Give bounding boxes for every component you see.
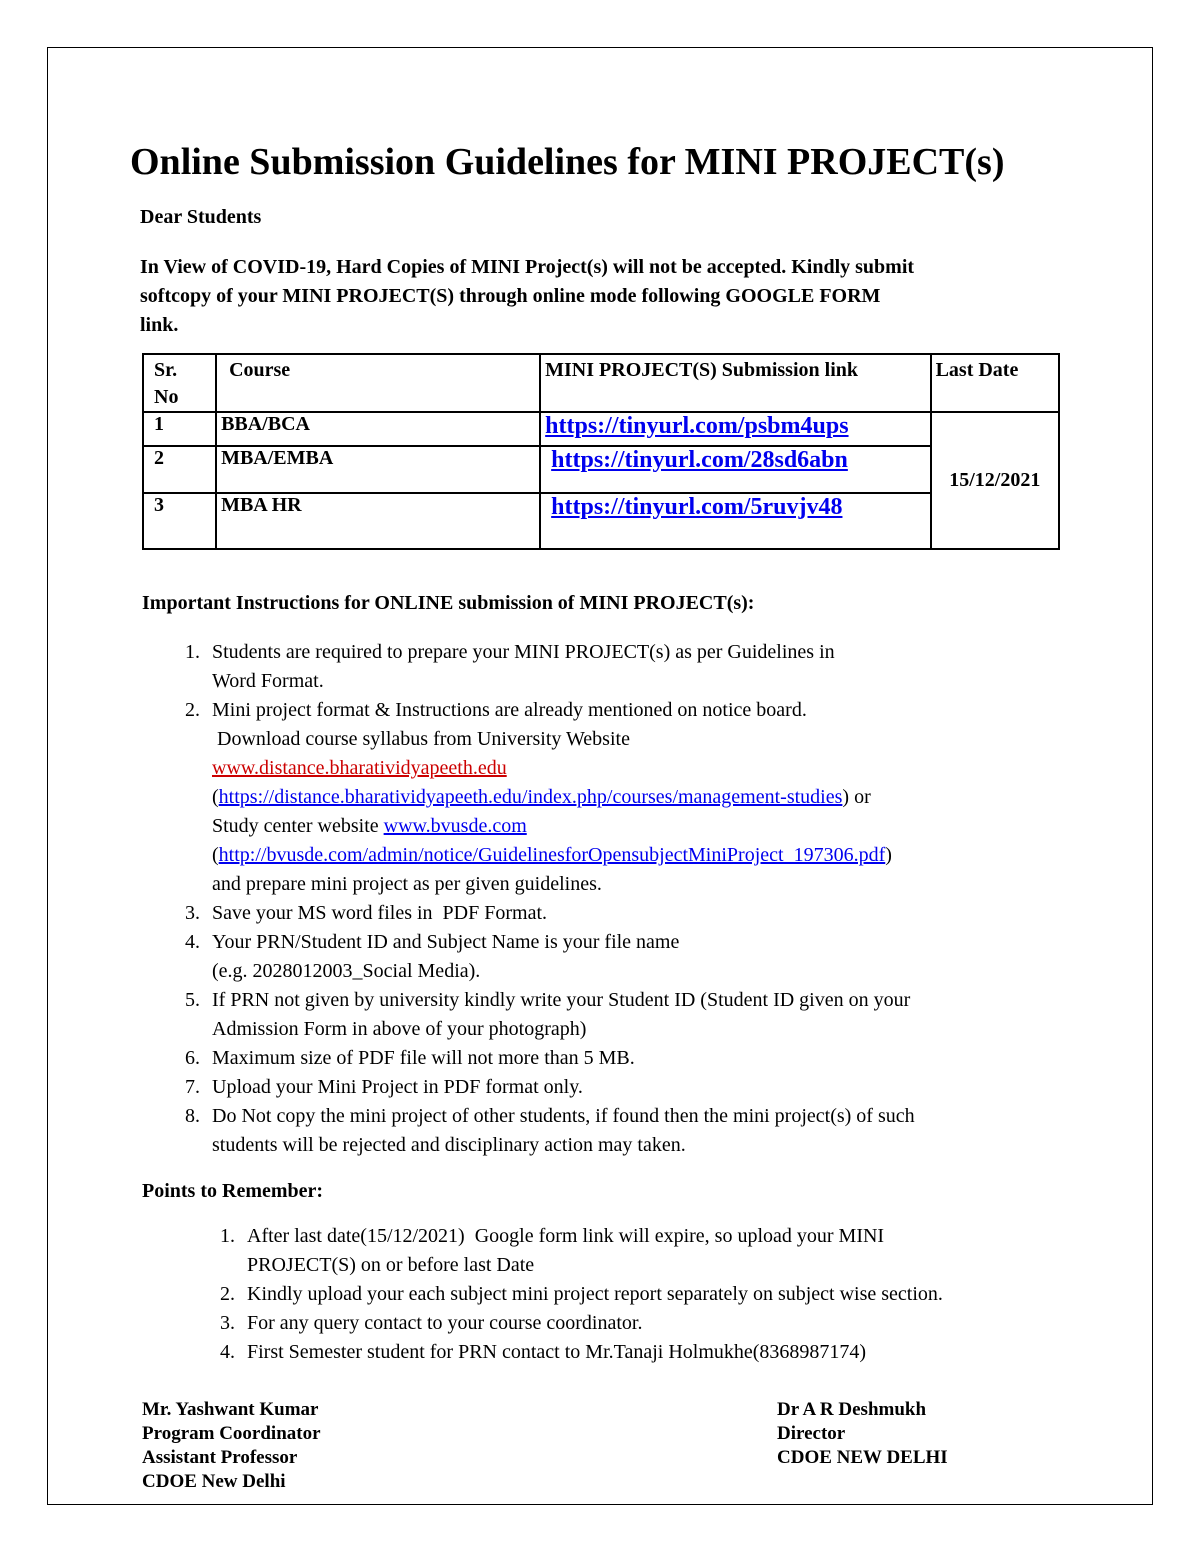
- cell-link: [540, 446, 930, 493]
- management-studies-link[interactable]: https://distance.bharatividyapeeth.edu/index.php/courses/management-studies: [218, 786, 843, 808]
- university-website-link[interactable]: www.distance.bharatividyapeeth.edu: [212, 757, 507, 779]
- list-item: 4. Your PRN/Student ID and Subject Name is your file name (e.g. 2028012003_Social Media).: [185, 931, 680, 982]
- list-item: 2. Kindly upload your each subject mini project report separately on subject wise section.: [220, 1283, 943, 1305]
- header-last-date: Last Date: [931, 354, 1059, 412]
- header-sr-no: Sr. No: [143, 354, 216, 412]
- list-item: 1. After last date(15/12/2021) Google form link will expire, so upload your MINI PROJECT(S) on or before last Date: [220, 1225, 885, 1276]
- cell-link: [540, 412, 930, 446]
- table-header-row: [143, 354, 1059, 412]
- table-row: [143, 446, 1059, 493]
- list-item: 7. Upload your Mini Project in PDF format only.: [185, 1076, 583, 1098]
- list-item: 8. Do Not copy the mini project of other students, if found then the mini project(s) of such students will be rejected and disciplinary action may taken.: [185, 1105, 915, 1156]
- bvusde-website-link[interactable]: www.bvusde.com: [383, 815, 527, 837]
- list-item: 6. Maximum size of PDF file will not more than 5 MB.: [185, 1047, 635, 1069]
- cell-course: MBA/EMBA: [216, 446, 540, 493]
- intro-paragraph: [140, 253, 1070, 340]
- cell-sr: 2: [143, 446, 216, 493]
- intro-line: In View of COVID-19, Hard Copies of MINI Project(s) will not be accepted. Kindly submit: [140, 256, 915, 278]
- cell-last-date: 15/12/2021: [931, 412, 1059, 549]
- list-item: 1. Students are required to prepare your MINI PROJECT(s) as per Guidelines in Word Format.: [185, 641, 835, 692]
- list-item: 3. For any query contact to your course coordinator.: [220, 1312, 643, 1334]
- header-course: Course: [216, 354, 540, 412]
- submission-table: [142, 353, 1060, 550]
- cell-course: BBA/BCA: [216, 412, 540, 446]
- list-item: 5. If PRN not given by university kindly write your Student ID (Student ID given on your Admission Form in above of your photograph): [185, 989, 911, 1040]
- page-title: Online Submission Guidelines for MINI PROJECT(s): [130, 141, 1005, 183]
- list-item: 2. Mini project format & Instructions are already mentioned on notice board. Download course syllabus from University Website www.distance.bharatividyapeeth.edu (https://distance.bharatividyapeeth.edu/index.php/courses/management-studies) or Study center website www.bvusde.com (http://bvusde.com/admin/notice/GuidelinesforOpensubjectMiniProject_197306.pdf) and prepare mini project as per given guidelines.: [185, 699, 892, 895]
- instructions-heading: Important Instructions for ONLINE submission of MINI PROJECT(s):: [142, 592, 755, 614]
- cell-link: [540, 493, 930, 549]
- salutation: Dear Students: [140, 206, 262, 228]
- submission-link-bba[interactable]: https://tinyurl.com/psbm4ups: [545, 413, 849, 439]
- list-item: 4. First Semester student for PRN contact to Mr.Tanaji Holmukhe(8368987174): [220, 1341, 867, 1363]
- signature-left: Mr. Yashwant Kumar Program Coordinator Assistant Professor CDOE New Delhi: [142, 1399, 321, 1492]
- table-row: [143, 412, 1059, 446]
- table-row: [143, 493, 1059, 549]
- cell-sr: 1: [143, 412, 216, 446]
- signature-right: Dr A R Deshmukh Director CDOE NEW DELHI: [777, 1399, 948, 1468]
- header-link: MINI PROJECT(S) Submission link: [540, 354, 930, 412]
- points-heading: Points to Remember:: [142, 1180, 324, 1202]
- submission-link-mba-hr[interactable]: https://tinyurl.com/5ruvjv48: [551, 494, 843, 520]
- intro-line: link.: [140, 314, 179, 336]
- submission-link-mba[interactable]: https://tinyurl.com/28sd6abn: [551, 447, 848, 473]
- instructions-list: [172, 638, 915, 1160]
- cell-sr: 3: [143, 493, 216, 549]
- points-list: [207, 1222, 943, 1367]
- cell-course: MBA HR: [216, 493, 540, 549]
- guidelines-pdf-link[interactable]: http://bvusde.com/admin/notice/GuidelinesforOpensubjectMiniProject_197306.pdf: [218, 844, 886, 866]
- list-item: 3. Save your MS word files in PDF Format.: [185, 902, 547, 924]
- intro-line: softcopy of your MINI PROJECT(S) through online mode following GOOGLE FORM: [140, 285, 881, 307]
